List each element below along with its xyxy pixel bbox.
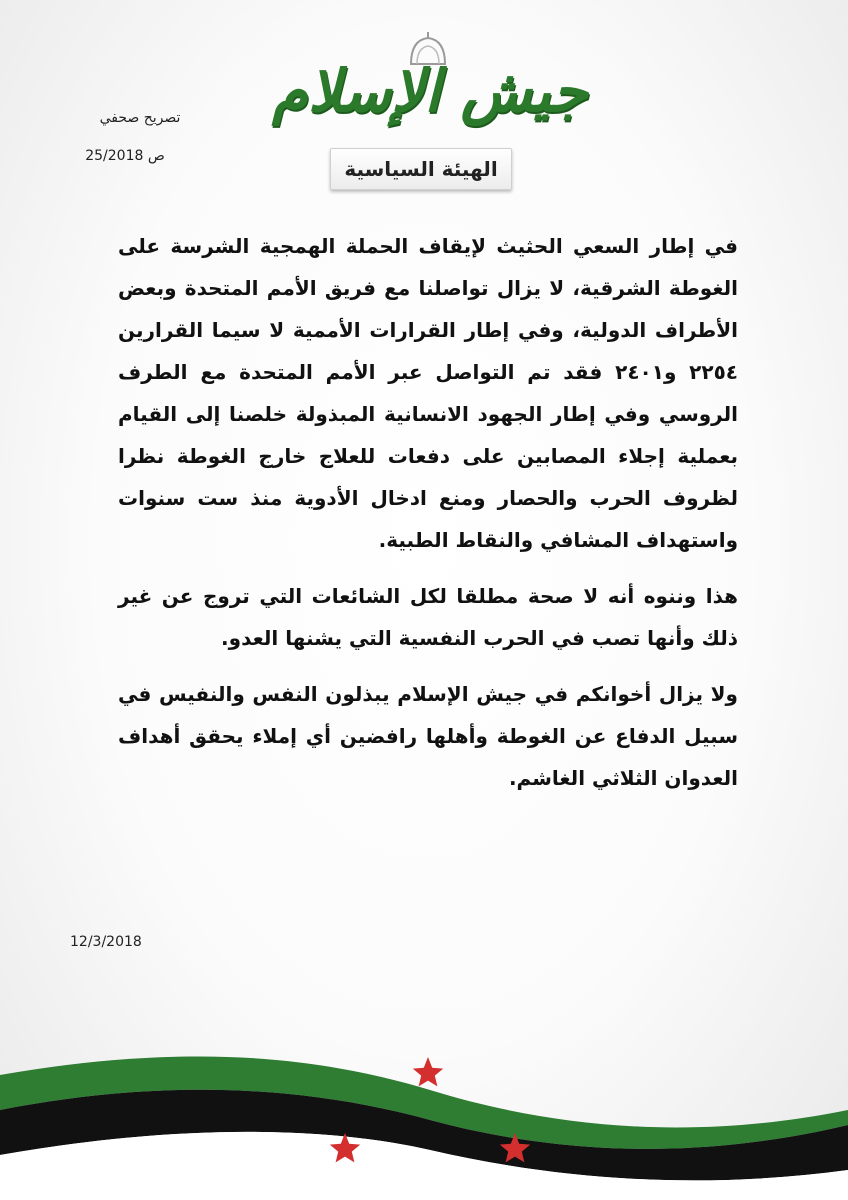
logo-text: جيش الإسلام [272,57,588,125]
paragraph: ولا يزال أخوانكم في جيش الإسلام يبذلون النفس والنفيس في سبيل الدفاع عن الغوطة وأهلها رافضين أي إملاء يحقق أهداف العدوان الثلاثي الغاشم. [118,682,738,790]
document-number: ص 25/2018 [85,148,165,164]
flag-footer [0,1030,848,1200]
department-title: الهيئة السياسية [330,148,512,190]
star-icon [413,1057,443,1086]
paragraph: هذا وننوه أنه لا صحة مطلقا لكل الشائعات التي تروج عن غير ذلك وأنها تصب في الحرب النفسية التي يشنها العدو. [118,584,738,650]
statement-date: 12/3/2018 [70,934,142,950]
statement-body [118,225,738,813]
logo [270,28,590,138]
document-type: تصريح صحفي [99,110,181,126]
paragraph: في إطار السعي الحثيث لإيقاف الحملة الهمجية الشرسة على الغوطة الشرقية، لا يزال تواصلنا مع فريق الأمم المتحدة وبعض الأطراف الدولية، وفي إطار القرارات الأممية لا سيما القرارين ٢٢٥٤ و٢٤٠١ فقد تم التواصل عبر الأمم المتحدة مع الطرف الروسي وفي إطار الجهود الانسانية المبذولة خلصنا إلى القيام بعملية إجلاء المصابين على دفعات للعلاج خارج الغوطة نظرا لظروف الحرب والحصار ومنع ادخال الأدوية منذ ست سنوات واستهداف المشافي والنقاط الطبية. [118,234,738,552]
